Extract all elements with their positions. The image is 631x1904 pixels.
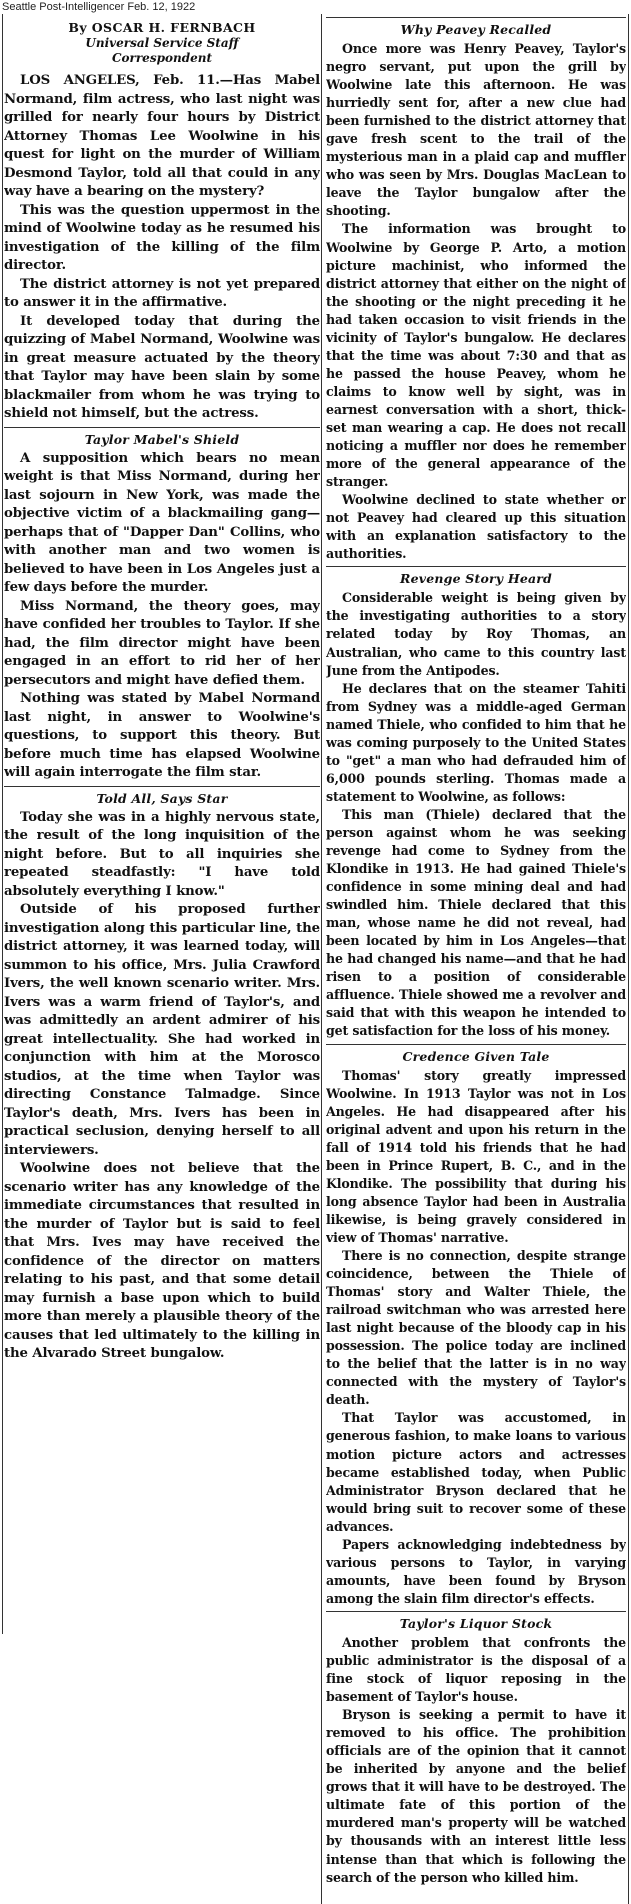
paragraph: LOS ANGELES, Feb. 11.—Has Mabel Normand, film actress, who last night was grilled for nearly four hours by District Attorney Thomas Lee Woolwine in his quest for light on the murder of William Desmond Taylor, told all that could in any way have a bearing on the mystery? <box>4 73 320 199</box>
paragraph: Bryson is seeking a permit to have it removed to his office. The prohibition officials are of the opinion that it cannot be inherited by anyone and the belief grows that it will have to be destroyed. The ultimate fate of this portion of the murdered man's property will be watched by thousands with an interest little less intense than that which is following the search of the person who killed him. <box>326 1707 626 1885</box>
paragraph: It developed today that during the quizzing of Mabel Normand, Woolwine was in great measure actuated by the theory that Taylor may have been slain by some blackmailer from whom he was trying to shield not himself, but the actress. <box>4 313 320 421</box>
section-divider <box>4 786 320 787</box>
staff-line: Universal Service Staff <box>85 36 239 50</box>
paragraph: There is no connection, despite strange coincidence, between the Thiele of Thomas' story and Walter Thiele, the railroad switchman who was arrested here last night because of the bloody cap in his possession. The police today are inclined to the belief that the latter is in no way connected with the mystery of Taylor's death. <box>326 1248 626 1408</box>
paragraph: Today she was in a highly nervous state, the result of the long inquisition of the night before. But to all inquiries she repeated steadfastly: "I have told absolutely everything I know." <box>4 809 320 899</box>
column-right-body <box>326 17 626 1887</box>
paragraph: Woolwine declined to state whether or not Peavey had cleared up this situation with an explanation satisfactory to the authorities. <box>326 492 626 562</box>
section-divider <box>326 17 626 18</box>
column-left-body <box>4 72 320 1364</box>
paragraph: Woolwine does not believe that the scenario writer has any knowledge of the immediate circumstances that resulted in the murder of Taylor but is said to feel that Mrs. Ives may have received the confidence of the director on matters relating to his past, and that some detail may furnish a base upon which to build more than merely a plausible theory of the causes that led ultimately to the killing in the Alvarado Street bungalow. <box>4 1161 320 1361</box>
subhead: Why Peavey Recalled <box>400 22 552 37</box>
paragraph: This was the question uppermost in the mind of Woolwine today as he resumed his investigation of the killing of the film director. <box>4 202 320 273</box>
subhead: Revenge Story Heard <box>399 571 553 587</box>
section-divider <box>326 1044 626 1045</box>
paragraph: Outside of his proposed further investigation along this particular line, the district attorney, it was learned today, will summon to his office, Mrs. Julia Crawford Ivers, the well known scenario writer. Mrs. Ivers was a warm friend of Taylor's, and was admittedly an ardent admirer of his great intellectuality. She had worked in conjunction with him at the Morosco studios, at the time when Taylor was directing Constance Talmadge. Since Taylor's death, Mrs. Ivers has been in practical seclusion, denying herself to all interviewers. <box>4 902 320 1158</box>
article-column-right <box>326 14 626 1904</box>
paragraph: The information was brought to Woolwine by George P. Arto, a motion picture machinist, who informed the district attorney that either on the night of the shooting or the night preceding it he had taken occasion to visit friends in the vicinity of Taylor's bungalow. He declares that the time was about 7:30 and that as he passed the house Peavey, whom he claims to know well by sight, was in earnest conversation with a short, thick-set man wearing a cap. He does not recall noticing a muffler nor does he remember more of the general appearance of the stranger. <box>326 221 626 490</box>
subhead: Taylor's Liquor Stock <box>399 1615 553 1631</box>
paragraph: Once more was Henry Peavey, Taylor's negro servant, put upon the grill by Woolwine late this afternoon. He was hurriedly sent for, after a new clue had been furnished to the district attorney that gave fresh scent to the trail of the mysterious man in a plaid cap and muffler who was seen by Mrs. Douglas MacLean to leave the Taylor bungalow after the shooting. <box>326 41 626 219</box>
paragraph: Nothing was stated by Mabel Normand last night, in answer to Woolwine's questions, to support this theory. But before much time has elapsed Woolwine will again interrogate the film star. <box>4 691 320 780</box>
paragraph: This man (Thiele) declared that the person against whom he was seeking revenge had come to Sydney from the Klondike in 1913. He had gained Thiele's confidence in some mining deal and had swindled him. Thiele declared that this man, whose name he did not reveal, had been located by him in Los Angeles—that he had changed his name—and that he had risen to a position of considerable affluence. Thiele showed me a revolver and said that with this weapon he intended to get satisfaction for the loss of his money. <box>326 806 626 1039</box>
paragraph: Miss Normand, the theory goes, may have confided her troubles to Taylor. If she had, the film director might have been engaged in an effort to rid her of her persecutors and might have defied them. <box>4 598 320 688</box>
masthead: Seattle Post-Intelligencer Feb. 12, 1922 <box>2 1 196 13</box>
paragraph: Another problem that confronts the public administrator is the disposal of a fine stock of liquor reposing in the basement of Taylor's house. <box>326 1634 626 1705</box>
paragraph: A supposition which bears no mean weight is that Miss Normand, during her last sojourn in New York, was made the objective victim of a blackmailing gang—perhaps that of "Dapper Dan" Collins, who with another man and two women is believed to have been in Los Angeles just a few days before the murder. <box>4 450 320 595</box>
section-divider <box>4 427 320 428</box>
paragraph: Papers acknowledging indebtedness by various persons to Taylor, in varying amounts, have been found by Bryson among the slain film director's effects. <box>326 1536 626 1606</box>
paragraph: He declares that on the steamer Tahiti from Sydney was a middle-aged German named Thiele, who confided to him that he was coming purposely to the United States to "get" a man who had defrauded him of 6,000 pounds sterling. Thomas made a statement to Woolwine, as follows: <box>326 680 626 804</box>
column-rule-middle <box>321 14 322 1904</box>
byline: By OSCAR H. FERNBACH <box>68 20 256 35</box>
section-divider <box>326 566 626 567</box>
paragraph: The district attorney is not yet prepared to answer it in the affirmative. <box>4 276 320 310</box>
section-divider <box>326 1611 626 1612</box>
subhead: Credence Given Tale <box>402 1048 550 1064</box>
paragraph: Thomas' story greatly impressed Woolwine. In 1913 Taylor was not in Los Angeles. He had disappeared after his original advent and upon his return in the fall of 1914 told his friends that he had been in Prince Rupert, B. C., and in the Klondike. The possibility that during his long absence Taylor had been in Australia likewise, is being gravely considered in view of Thomas' narrative. <box>326 1067 626 1245</box>
column-rule-right <box>628 14 629 1904</box>
paragraph: That Taylor was accustomed, in generous fashion, to make loans to various motion picture actors and actresses became established today, when Public Administrator Bryson declared that he would bring suit to recover some of these advances. <box>326 1410 626 1534</box>
subhead: Told All, Says Star <box>96 790 228 806</box>
subhead: Taylor Mabel's Shield <box>84 431 240 447</box>
paragraph: Considerable weight is being given by the investigating authorities to a story related today by Roy Thomas, an Australian, who came to this country last June from the Antipodes. <box>326 590 626 678</box>
column-rule-left <box>2 14 3 1634</box>
staff-line: Correspondent <box>111 51 212 65</box>
article-column-left <box>4 14 320 1904</box>
